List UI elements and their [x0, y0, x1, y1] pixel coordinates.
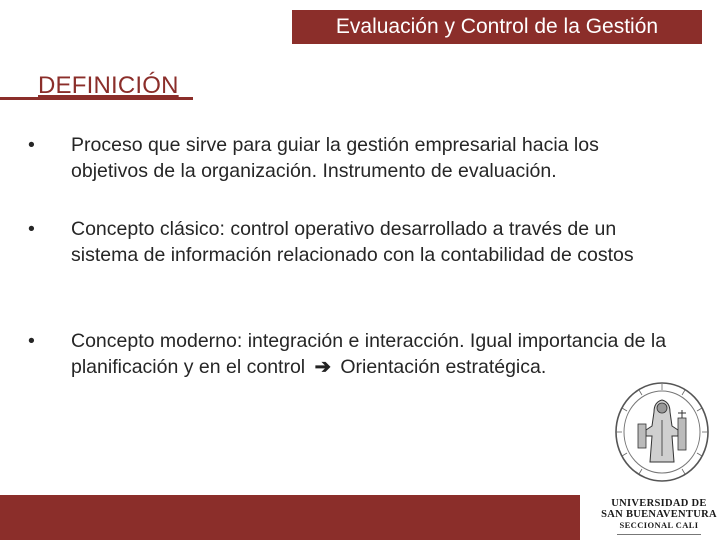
bullet-text: Proceso que sirve para guiar la gestión empresarial hacia los objetivos de la organización. Instrumento de evaluación. [71, 134, 599, 182]
bullet-text: Concepto moderno: integración e interacción. Igual importancia de la planificación y en el control [71, 330, 667, 378]
right-arrow-icon: ➔ [314, 356, 331, 378]
footer-bar [0, 495, 580, 540]
logo-line-2: SAN BUENAVENTURA [601, 509, 717, 520]
bullet-text-continued: Orientación estratégica. [340, 356, 547, 378]
bullet-marker: • [28, 134, 35, 156]
bullet-marker: • [28, 218, 35, 240]
slide-title-bar [292, 10, 702, 44]
bullet-item [28, 328, 678, 380]
logo-line-3: SECCIONAL CALI [619, 520, 699, 530]
university-logo [600, 498, 718, 535]
section-heading: DEFINICIÓN [38, 72, 179, 99]
bullet-marker: • [28, 330, 35, 352]
university-seal-icon [612, 380, 712, 484]
bullet-list [28, 132, 678, 406]
bullet-item [28, 216, 678, 294]
bullet-text: Concepto clásico: control operativo desarrollado a través de un sistema de información relacionado con la contabilidad de costos [71, 218, 634, 266]
slide-title: Evaluación y Control de la Gestión [335, 15, 659, 38]
bullet-item [28, 132, 678, 184]
logo-line-1: UNIVERSIDAD DE [611, 498, 707, 509]
logo-rule [617, 534, 701, 535]
